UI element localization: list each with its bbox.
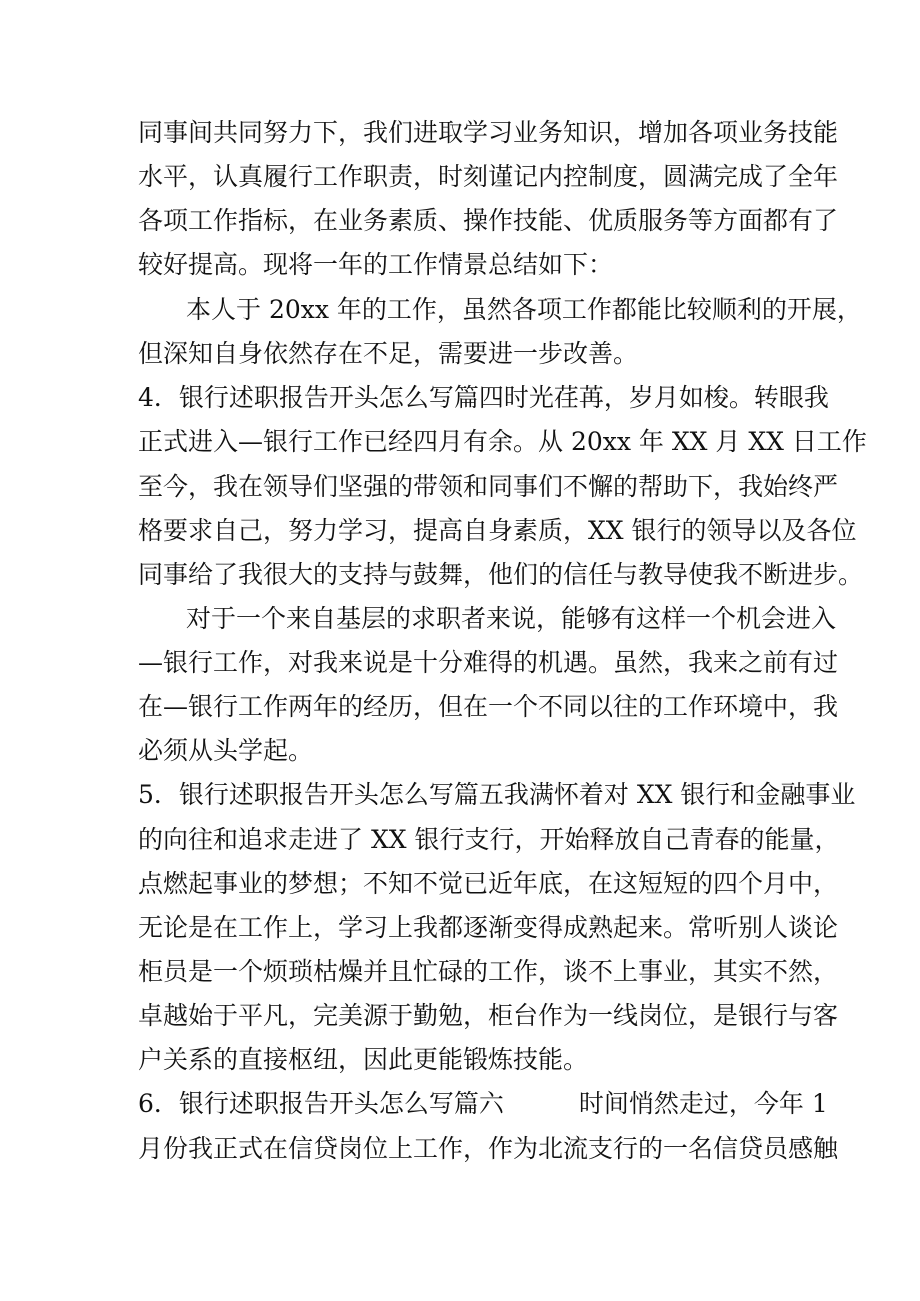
text-line: 5．银行述职报告开头怎么写篇五我满怀着对 XX 银行和金融事业 [138,780,856,809]
text-line: 各项工作指标，在业务素质、操作技能、优质服务等方面都有了 [138,206,839,235]
text-line: 正式进入—银行工作已经四月有余。从 20xx 年 XX 月 XX 日工作 [138,427,867,456]
text-line: 无论是在工作上，学习上我都逐渐变得成熟起来。常听别人谈论 [138,913,839,942]
text-line: 至今，我在领导们坚强的带领和同事们不懈的帮助下，我始终严 [138,472,839,501]
text-line: 必须从头学起。 [138,736,314,765]
text-line: 卓越始于平凡，完美源于勤勉，柜台作为一线岗位，是银行与客 [138,1001,839,1030]
text-line: 同事给了我很大的支持与鼓舞，他们的信任与教导使我不断进步。 [138,560,864,589]
text-line: 本人于 20xx 年的工作，虽然各项工作都能比较顺利的开展， [186,295,862,324]
text-line: 在—银行工作两年的经历，但在一个不同以往的工作环境中，我 [138,692,839,721]
text-line: 户关系的直接枢纽，因此更能锻炼技能。 [138,1045,589,1074]
text-line: 的向往和追求走进了 XX 银行支行，开始释放自己青春的能量， [138,825,840,854]
text-line: 水平，认真履行工作职责，时刻谨记内控制度，圆满完成了全年 [138,162,839,191]
text-line: 较好提高。现将一年的工作情景总结如下： [138,250,614,279]
text-line: 格要求自己，努力学习，提高自身素质，XX 银行的领导以及各位 [138,516,857,545]
text-line: 6．银行述职报告开头怎么写篇六 时间悄然走过，今年 1 [138,1089,828,1118]
text-line: —银行工作，对我来说是十分难得的机遇。虽然，我来之前有过 [138,648,839,677]
text-line: 同事间共同努力下，我们进取学习业务知识，增加各项业务技能 [138,118,839,147]
text-line: 柜员是一个烦琐枯燥并且忙碌的工作，谈不上事业，其实不然， [138,957,839,986]
text-line: 月份我正式在信贷岗位上工作，作为北流支行的一名信贷员感触 [138,1134,839,1163]
text-line: 对于一个来自基层的求职者来说，能够有这样一个机会进入 [186,604,837,633]
text-line: 但深知自身依然存在不足，需要进一步改善。 [138,339,639,368]
text-line: 点燃起事业的梦想；不知不觉已近年底，在这短短的四个月中， [138,869,839,898]
text-line: 4．银行述职报告开头怎么写篇四时光荏苒，岁月如梭。转眼我 [138,383,829,412]
